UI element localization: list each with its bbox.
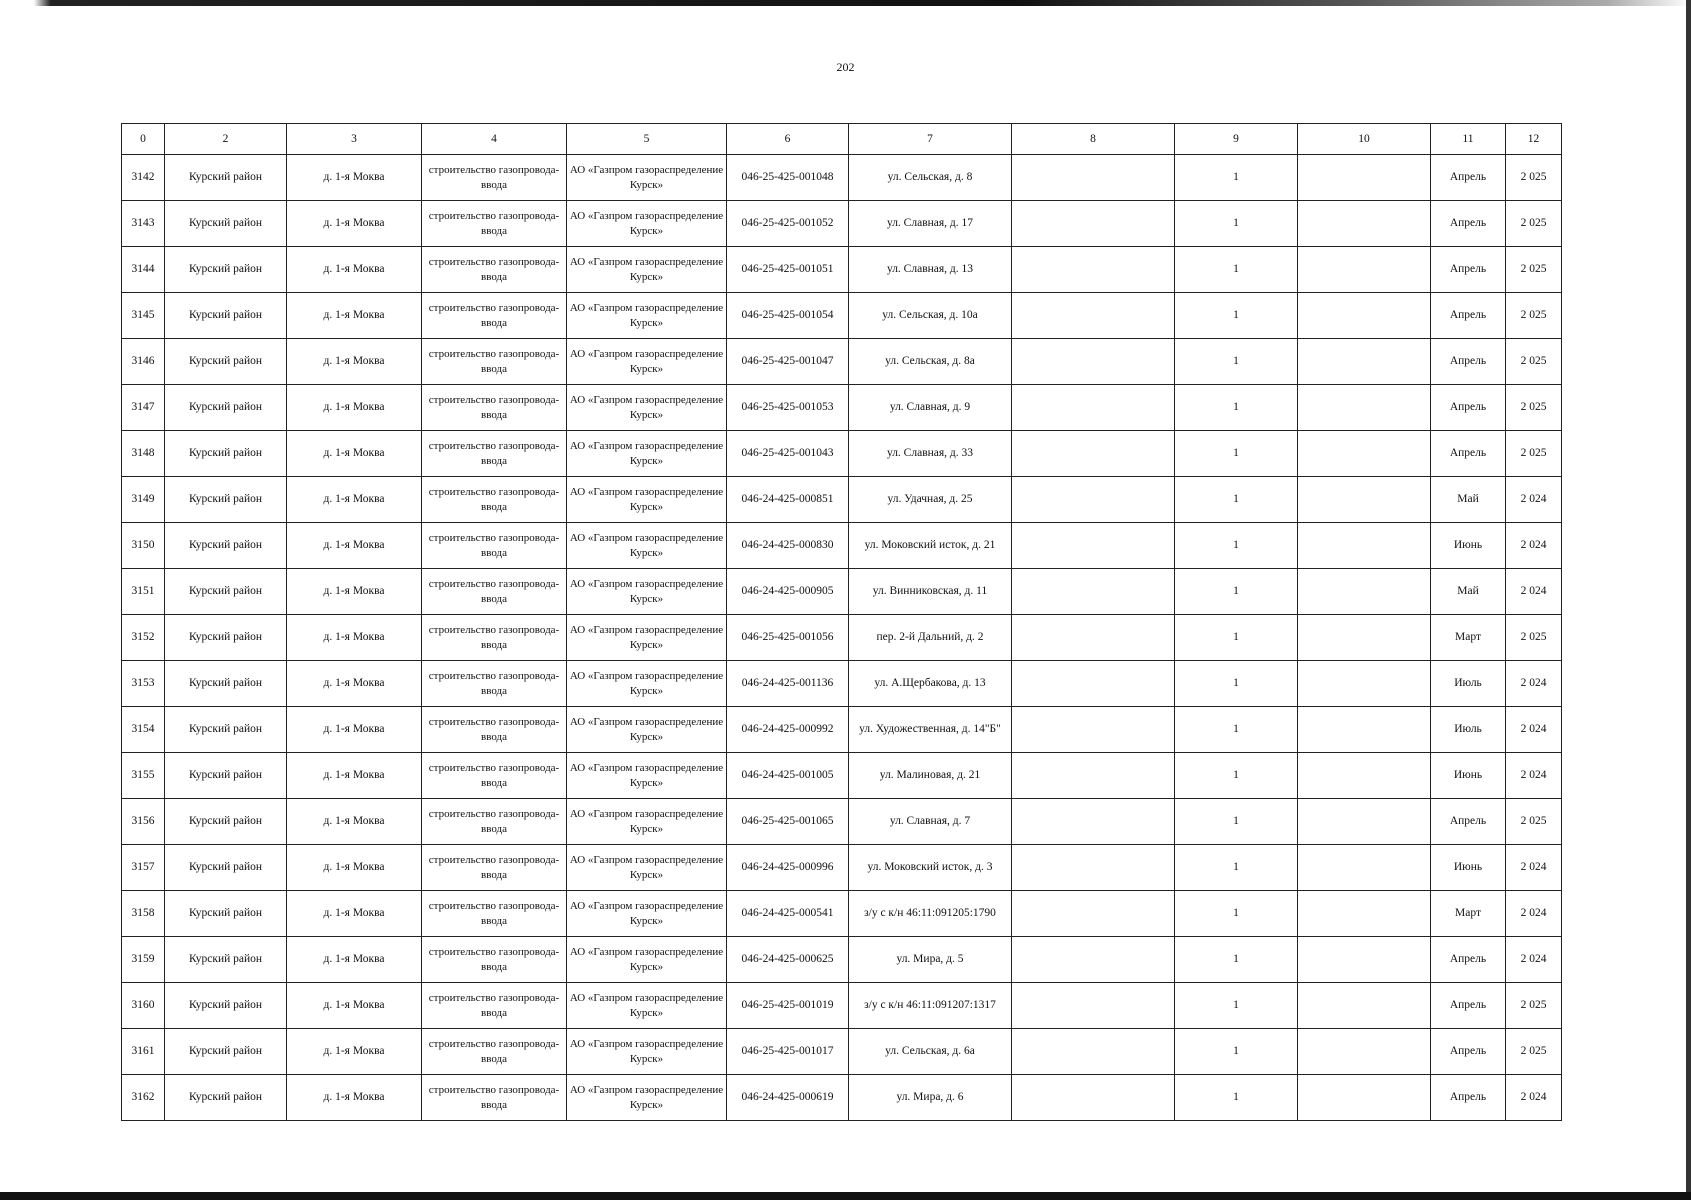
- column-8-cell: [1012, 753, 1175, 799]
- district-cell: Курский район: [165, 569, 287, 615]
- organization-cell: АО «Газпром газораспределение Курск»: [567, 569, 727, 615]
- registry-code-cell: 046-24-425-000625: [727, 937, 849, 983]
- quantity-cell: 1: [1175, 155, 1298, 201]
- settlement-cell: д. 1-я Моква: [287, 385, 422, 431]
- column-10-cell: [1298, 201, 1431, 247]
- column-8-cell: [1012, 845, 1175, 891]
- settlement-cell: д. 1-я Моква: [287, 569, 422, 615]
- column-8-cell: [1012, 247, 1175, 293]
- quantity-cell: 1: [1175, 891, 1298, 937]
- column-8-cell: [1012, 339, 1175, 385]
- table-row: [122, 753, 1562, 799]
- month-cell: Апрель: [1431, 431, 1506, 477]
- column-header-9: 9: [1175, 124, 1298, 155]
- registry-code-cell: 046-25-425-001053: [727, 385, 849, 431]
- quantity-cell: 1: [1175, 1029, 1298, 1075]
- registry-code-cell: 046-24-425-000541: [727, 891, 849, 937]
- column-10-cell: [1298, 247, 1431, 293]
- column-header-4: 4: [422, 124, 567, 155]
- settlement-cell: д. 1-я Моква: [287, 477, 422, 523]
- column-10-cell: [1298, 707, 1431, 753]
- quantity-cell: 1: [1175, 569, 1298, 615]
- address-cell: ул. Славная, д. 9: [849, 385, 1012, 431]
- column-8-cell: [1012, 293, 1175, 339]
- work-type-cell: строительство газопровода-ввода: [422, 1029, 567, 1075]
- quantity-cell: 1: [1175, 983, 1298, 1029]
- district-cell: Курский район: [165, 431, 287, 477]
- table-row: [122, 891, 1562, 937]
- work-type-cell: строительство газопровода-ввода: [422, 247, 567, 293]
- registry-code-cell: 046-25-425-001048: [727, 155, 849, 201]
- work-type-cell: строительство газопровода-ввода: [422, 753, 567, 799]
- year-cell: 2 025: [1506, 339, 1562, 385]
- row-number-cell: 3149: [122, 477, 165, 523]
- settlement-cell: д. 1-я Моква: [287, 293, 422, 339]
- registry-code-cell: 046-25-425-001054: [727, 293, 849, 339]
- organization-cell: АО «Газпром газораспределение Курск»: [567, 753, 727, 799]
- quantity-cell: 1: [1175, 707, 1298, 753]
- year-cell: 2 024: [1506, 753, 1562, 799]
- row-number-cell: 3159: [122, 937, 165, 983]
- address-cell: ул. Славная, д. 7: [849, 799, 1012, 845]
- table-body: [122, 155, 1562, 1121]
- month-cell: Июль: [1431, 661, 1506, 707]
- month-cell: Апрель: [1431, 155, 1506, 201]
- organization-cell: АО «Газпром газораспределение Курск»: [567, 891, 727, 937]
- settlement-cell: д. 1-я Моква: [287, 845, 422, 891]
- address-cell: з/у с к/н 46:11:091207:1317: [849, 983, 1012, 1029]
- table-row: [122, 339, 1562, 385]
- table-row: [122, 845, 1562, 891]
- address-cell: ул. А.Щербакова, д. 13: [849, 661, 1012, 707]
- year-cell: 2 025: [1506, 615, 1562, 661]
- district-cell: Курский район: [165, 937, 287, 983]
- column-header-10: 10: [1298, 124, 1431, 155]
- settlement-cell: д. 1-я Моква: [287, 201, 422, 247]
- district-cell: Курский район: [165, 293, 287, 339]
- row-number-cell: 3142: [122, 155, 165, 201]
- column-10-cell: [1298, 431, 1431, 477]
- quantity-cell: 1: [1175, 799, 1298, 845]
- work-type-cell: строительство газопровода-ввода: [422, 845, 567, 891]
- table-row: [122, 201, 1562, 247]
- settlement-cell: д. 1-я Моква: [287, 1029, 422, 1075]
- column-8-cell: [1012, 707, 1175, 753]
- registry-code-cell: 046-25-425-001017: [727, 1029, 849, 1075]
- organization-cell: АО «Газпром газораспределение Курск»: [567, 339, 727, 385]
- address-cell: ул. Сельская, д. 6а: [849, 1029, 1012, 1075]
- year-cell: 2 024: [1506, 707, 1562, 753]
- settlement-cell: д. 1-я Моква: [287, 661, 422, 707]
- month-cell: Март: [1431, 615, 1506, 661]
- quantity-cell: 1: [1175, 661, 1298, 707]
- column-header-6: 6: [727, 124, 849, 155]
- registry-code-cell: 046-24-425-000992: [727, 707, 849, 753]
- table-row: [122, 247, 1562, 293]
- row-number-cell: 3162: [122, 1075, 165, 1121]
- address-cell: ул. Мира, д. 6: [849, 1075, 1012, 1121]
- organization-cell: АО «Газпром газораспределение Курск»: [567, 523, 727, 569]
- organization-cell: АО «Газпром газораспределение Курск»: [567, 1029, 727, 1075]
- address-cell: ул. Славная, д. 13: [849, 247, 1012, 293]
- table-row: [122, 615, 1562, 661]
- address-cell: ул. Славная, д. 33: [849, 431, 1012, 477]
- month-cell: Май: [1431, 569, 1506, 615]
- quantity-cell: 1: [1175, 339, 1298, 385]
- organization-cell: АО «Газпром газораспределение Курск»: [567, 385, 727, 431]
- row-number-cell: 3147: [122, 385, 165, 431]
- organization-cell: АО «Газпром газораспределение Курск»: [567, 247, 727, 293]
- organization-cell: АО «Газпром газораспределение Курск»: [567, 799, 727, 845]
- row-number-cell: 3152: [122, 615, 165, 661]
- district-cell: Курский район: [165, 1075, 287, 1121]
- year-cell: 2 025: [1506, 983, 1562, 1029]
- table-row: [122, 477, 1562, 523]
- district-cell: Курский район: [165, 753, 287, 799]
- organization-cell: АО «Газпром газораспределение Курск»: [567, 201, 727, 247]
- month-cell: Июнь: [1431, 753, 1506, 799]
- column-10-cell: [1298, 1075, 1431, 1121]
- table-row: [122, 431, 1562, 477]
- address-cell: ул. Моковский исток, д. 21: [849, 523, 1012, 569]
- column-8-cell: [1012, 661, 1175, 707]
- quantity-cell: 1: [1175, 201, 1298, 247]
- year-cell: 2 025: [1506, 1029, 1562, 1075]
- district-cell: Курский район: [165, 339, 287, 385]
- settlement-cell: д. 1-я Моква: [287, 753, 422, 799]
- quantity-cell: 1: [1175, 385, 1298, 431]
- organization-cell: АО «Газпром газораспределение Курск»: [567, 293, 727, 339]
- register-table: [121, 123, 1562, 1121]
- year-cell: 2 025: [1506, 293, 1562, 339]
- table-row: [122, 1029, 1562, 1075]
- column-8-cell: [1012, 385, 1175, 431]
- month-cell: Апрель: [1431, 247, 1506, 293]
- registry-code-cell: 046-25-425-001056: [727, 615, 849, 661]
- work-type-cell: строительство газопровода-ввода: [422, 615, 567, 661]
- month-cell: Апрель: [1431, 799, 1506, 845]
- row-number-cell: 3144: [122, 247, 165, 293]
- column-10-cell: [1298, 569, 1431, 615]
- row-number-cell: 3160: [122, 983, 165, 1029]
- column-8-cell: [1012, 615, 1175, 661]
- row-number-cell: 3156: [122, 799, 165, 845]
- column-8-cell: [1012, 799, 1175, 845]
- address-cell: ул. Мира, д. 5: [849, 937, 1012, 983]
- work-type-cell: строительство газопровода-ввода: [422, 155, 567, 201]
- column-8-cell: [1012, 431, 1175, 477]
- year-cell: 2 025: [1506, 431, 1562, 477]
- column-8-cell: [1012, 1075, 1175, 1121]
- column-header-12: 12: [1506, 124, 1562, 155]
- district-cell: Курский район: [165, 385, 287, 431]
- month-cell: Июль: [1431, 707, 1506, 753]
- column-header-0: 0: [122, 124, 165, 155]
- registry-code-cell: 046-25-425-001047: [727, 339, 849, 385]
- month-cell: Май: [1431, 477, 1506, 523]
- settlement-cell: д. 1-я Моква: [287, 1075, 422, 1121]
- year-cell: 2 025: [1506, 247, 1562, 293]
- quantity-cell: 1: [1175, 845, 1298, 891]
- row-number-cell: 3154: [122, 707, 165, 753]
- table-row: [122, 707, 1562, 753]
- registry-code-cell: 046-25-425-001051: [727, 247, 849, 293]
- work-type-cell: строительство газопровода-ввода: [422, 569, 567, 615]
- work-type-cell: строительство газопровода-ввода: [422, 661, 567, 707]
- row-number-cell: 3155: [122, 753, 165, 799]
- year-cell: 2 024: [1506, 891, 1562, 937]
- column-8-cell: [1012, 1029, 1175, 1075]
- year-cell: 2 024: [1506, 661, 1562, 707]
- district-cell: Курский район: [165, 661, 287, 707]
- column-header-7: 7: [849, 124, 1012, 155]
- address-cell: ул. Удачная, д. 25: [849, 477, 1012, 523]
- registry-code-cell: 046-24-425-000830: [727, 523, 849, 569]
- year-cell: 2 025: [1506, 799, 1562, 845]
- column-10-cell: [1298, 661, 1431, 707]
- column-8-cell: [1012, 477, 1175, 523]
- table-row: [122, 385, 1562, 431]
- column-10-cell: [1298, 385, 1431, 431]
- organization-cell: АО «Газпром газораспределение Курск»: [567, 707, 727, 753]
- table-row: [122, 155, 1562, 201]
- quantity-cell: 1: [1175, 293, 1298, 339]
- year-cell: 2 024: [1506, 523, 1562, 569]
- settlement-cell: д. 1-я Моква: [287, 799, 422, 845]
- district-cell: Курский район: [165, 201, 287, 247]
- table-row: [122, 937, 1562, 983]
- organization-cell: АО «Газпром газораспределение Курск»: [567, 155, 727, 201]
- address-cell: ул. Славная, д. 17: [849, 201, 1012, 247]
- quantity-cell: 1: [1175, 523, 1298, 569]
- registry-code-cell: 046-24-425-001005: [727, 753, 849, 799]
- row-number-cell: 3151: [122, 569, 165, 615]
- settlement-cell: д. 1-я Моква: [287, 247, 422, 293]
- row-number-cell: 3146: [122, 339, 165, 385]
- district-cell: Курский район: [165, 615, 287, 661]
- settlement-cell: д. 1-я Моква: [287, 891, 422, 937]
- month-cell: Апрель: [1431, 339, 1506, 385]
- registry-code-cell: 046-24-425-000619: [727, 1075, 849, 1121]
- column-8-cell: [1012, 569, 1175, 615]
- month-cell: Апрель: [1431, 201, 1506, 247]
- column-10-cell: [1298, 753, 1431, 799]
- column-10-cell: [1298, 339, 1431, 385]
- work-type-cell: строительство газопровода-ввода: [422, 431, 567, 477]
- work-type-cell: строительство газопровода-ввода: [422, 707, 567, 753]
- district-cell: Курский район: [165, 523, 287, 569]
- column-header-11: 11: [1431, 124, 1506, 155]
- year-cell: 2 024: [1506, 1075, 1562, 1121]
- district-cell: Курский район: [165, 983, 287, 1029]
- settlement-cell: д. 1-я Моква: [287, 707, 422, 753]
- quantity-cell: 1: [1175, 1075, 1298, 1121]
- table-header: [122, 124, 1562, 155]
- column-10-cell: [1298, 155, 1431, 201]
- organization-cell: АО «Газпром газораспределение Курск»: [567, 983, 727, 1029]
- column-10-cell: [1298, 891, 1431, 937]
- year-cell: 2 025: [1506, 155, 1562, 201]
- row-number-cell: 3145: [122, 293, 165, 339]
- column-header-2: 2: [165, 124, 287, 155]
- address-cell: ул. Малиновая, д. 21: [849, 753, 1012, 799]
- work-type-cell: строительство газопровода-ввода: [422, 293, 567, 339]
- table-row: [122, 1075, 1562, 1121]
- quantity-cell: 1: [1175, 247, 1298, 293]
- column-10-cell: [1298, 1029, 1431, 1075]
- district-cell: Курский район: [165, 845, 287, 891]
- settlement-cell: д. 1-я Моква: [287, 523, 422, 569]
- address-cell: ул. Сельская, д. 8: [849, 155, 1012, 201]
- address-cell: пер. 2-й Дальний, д. 2: [849, 615, 1012, 661]
- settlement-cell: д. 1-я Моква: [287, 615, 422, 661]
- month-cell: Июнь: [1431, 845, 1506, 891]
- column-8-cell: [1012, 983, 1175, 1029]
- row-number-cell: 3161: [122, 1029, 165, 1075]
- scan-edge-top: [0, 0, 1691, 6]
- quantity-cell: 1: [1175, 615, 1298, 661]
- quantity-cell: 1: [1175, 753, 1298, 799]
- month-cell: Апрель: [1431, 937, 1506, 983]
- row-number-cell: 3153: [122, 661, 165, 707]
- row-number-cell: 3143: [122, 201, 165, 247]
- work-type-cell: строительство газопровода-ввода: [422, 983, 567, 1029]
- organization-cell: АО «Газпром газораспределение Курск»: [567, 937, 727, 983]
- district-cell: Курский район: [165, 1029, 287, 1075]
- registry-code-cell: 046-24-425-001136: [727, 661, 849, 707]
- column-10-cell: [1298, 615, 1431, 661]
- quantity-cell: 1: [1175, 431, 1298, 477]
- organization-cell: АО «Газпром газораспределение Курск»: [567, 845, 727, 891]
- district-cell: Курский район: [165, 799, 287, 845]
- settlement-cell: д. 1-я Моква: [287, 339, 422, 385]
- column-10-cell: [1298, 523, 1431, 569]
- column-10-cell: [1298, 293, 1431, 339]
- table-row: [122, 523, 1562, 569]
- work-type-cell: строительство газопровода-ввода: [422, 201, 567, 247]
- scan-edge-bottom: [0, 1192, 1691, 1200]
- year-cell: 2 025: [1506, 385, 1562, 431]
- settlement-cell: д. 1-я Моква: [287, 983, 422, 1029]
- scan-edge-right: [1686, 0, 1691, 1200]
- column-8-cell: [1012, 201, 1175, 247]
- organization-cell: АО «Газпром газораспределение Курск»: [567, 477, 727, 523]
- year-cell: 2 024: [1506, 845, 1562, 891]
- address-cell: ул. Сельская, д. 8а: [849, 339, 1012, 385]
- district-cell: Курский район: [165, 247, 287, 293]
- address-cell: ул. Винниковская, д. 11: [849, 569, 1012, 615]
- organization-cell: АО «Газпром газораспределение Курск»: [567, 661, 727, 707]
- work-type-cell: строительство газопровода-ввода: [422, 891, 567, 937]
- month-cell: Апрель: [1431, 293, 1506, 339]
- column-10-cell: [1298, 983, 1431, 1029]
- table-row: [122, 293, 1562, 339]
- column-8-cell: [1012, 523, 1175, 569]
- settlement-cell: д. 1-я Моква: [287, 937, 422, 983]
- district-cell: Курский район: [165, 155, 287, 201]
- month-cell: Март: [1431, 891, 1506, 937]
- column-8-cell: [1012, 155, 1175, 201]
- work-type-cell: строительство газопровода-ввода: [422, 523, 567, 569]
- work-type-cell: строительство газопровода-ввода: [422, 477, 567, 523]
- month-cell: Апрель: [1431, 1075, 1506, 1121]
- row-number-cell: 3158: [122, 891, 165, 937]
- column-10-cell: [1298, 799, 1431, 845]
- row-number-cell: 3150: [122, 523, 165, 569]
- organization-cell: АО «Газпром газораспределение Курск»: [567, 431, 727, 477]
- settlement-cell: д. 1-я Моква: [287, 431, 422, 477]
- column-header-8: 8: [1012, 124, 1175, 155]
- column-header-5: 5: [567, 124, 727, 155]
- quantity-cell: 1: [1175, 477, 1298, 523]
- district-cell: Курский район: [165, 891, 287, 937]
- month-cell: Апрель: [1431, 385, 1506, 431]
- work-type-cell: строительство газопровода-ввода: [422, 1075, 567, 1121]
- table-row: [122, 569, 1562, 615]
- work-type-cell: строительство газопровода-ввода: [422, 385, 567, 431]
- work-type-cell: строительство газопровода-ввода: [422, 937, 567, 983]
- address-cell: ул. Сельская, д. 10а: [849, 293, 1012, 339]
- column-10-cell: [1298, 937, 1431, 983]
- header-row: [122, 124, 1562, 155]
- row-number-cell: 3148: [122, 431, 165, 477]
- column-10-cell: [1298, 477, 1431, 523]
- registry-code-cell: 046-25-425-001052: [727, 201, 849, 247]
- address-cell: ул. Моковский исток, д. 3: [849, 845, 1012, 891]
- registry-code-cell: 046-25-425-001065: [727, 799, 849, 845]
- month-cell: Июнь: [1431, 523, 1506, 569]
- registry-code-cell: 046-24-425-000851: [727, 477, 849, 523]
- year-cell: 2 025: [1506, 201, 1562, 247]
- year-cell: 2 024: [1506, 477, 1562, 523]
- column-header-3: 3: [287, 124, 422, 155]
- work-type-cell: строительство газопровода-ввода: [422, 799, 567, 845]
- address-cell: з/у с к/н 46:11:091205:1790: [849, 891, 1012, 937]
- month-cell: Апрель: [1431, 983, 1506, 1029]
- registry-code-cell: 046-25-425-001019: [727, 983, 849, 1029]
- table-row: [122, 661, 1562, 707]
- district-cell: Курский район: [165, 477, 287, 523]
- year-cell: 2 024: [1506, 937, 1562, 983]
- organization-cell: АО «Газпром газораспределение Курск»: [567, 1075, 727, 1121]
- organization-cell: АО «Газпром газораспределение Курск»: [567, 615, 727, 661]
- district-cell: Курский район: [165, 707, 287, 753]
- year-cell: 2 024: [1506, 569, 1562, 615]
- month-cell: Апрель: [1431, 1029, 1506, 1075]
- column-8-cell: [1012, 891, 1175, 937]
- work-type-cell: строительство газопровода-ввода: [422, 339, 567, 385]
- registry-code-cell: 046-24-425-000996: [727, 845, 849, 891]
- column-8-cell: [1012, 937, 1175, 983]
- address-cell: ул. Художественная, д. 14"Б": [849, 707, 1012, 753]
- registry-code-cell: 046-25-425-001043: [727, 431, 849, 477]
- row-number-cell: 3157: [122, 845, 165, 891]
- column-10-cell: [1298, 845, 1431, 891]
- quantity-cell: 1: [1175, 937, 1298, 983]
- page-number: 202: [836, 60, 855, 74]
- registry-code-cell: 046-24-425-000905: [727, 569, 849, 615]
- table-row: [122, 983, 1562, 1029]
- settlement-cell: д. 1-я Моква: [287, 155, 422, 201]
- table-row: [122, 799, 1562, 845]
